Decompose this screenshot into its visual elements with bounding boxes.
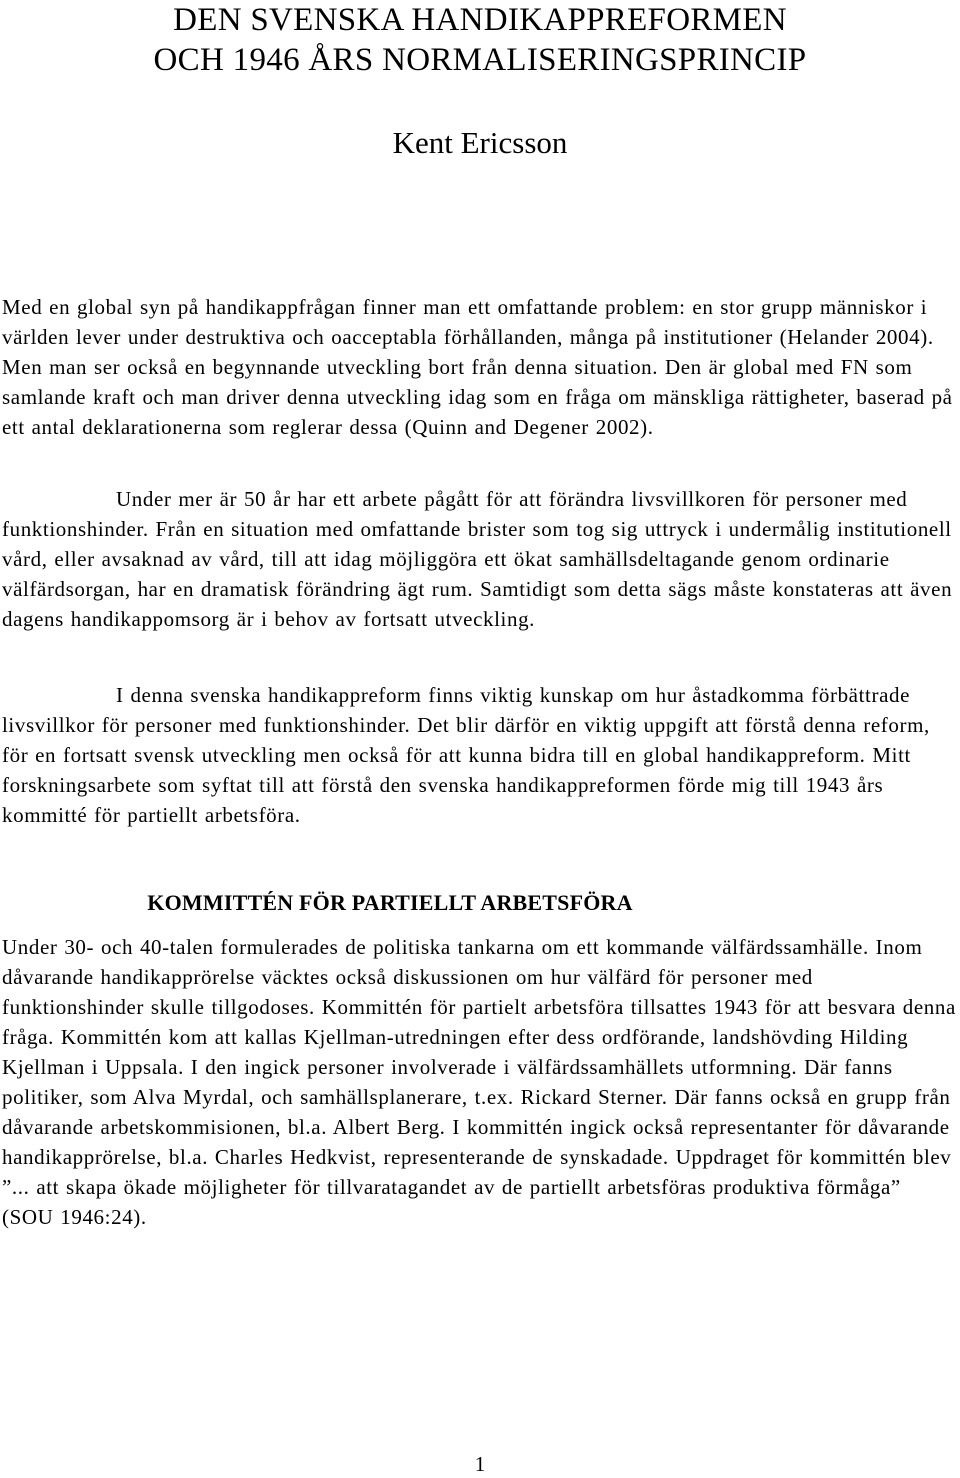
paragraph-committee: Under 30- och 40-talen formulerades de politiska tankarna om ett kommande välfärdssamhälle. Inom dåvarande handikapprörelse väcktes också diskussionen om hur välfärd för personer med funktionshinder skulle tillgodoses. Kommittén för partielt arbetsföra tillsattes 1943 för att besvara denna fråga. Kommittén kom att kallas Kjellman-utredningen efter dess ordförande, landshövding Hilding Kjellman i Uppsala. I den ingick personer involverade i välfärdssamhällets utformning. Där fanns politiker, som Alva Myrdal, och samhällsplanerare, t.ex. Rickard Sterner. Där fanns också en grupp från dåvarande arbetskommisionen, bl.a. Albert Berg. I kommittén ingick också representanter för dåvarande handikapprörelse, bl.a. Charles Hedkvist, representerande de synskadade. Uppdraget för kommittén blev ”... att skapa ökade möjligheter för tillvaratagandet av de partiellt arbetsföras produktiva förmåga” (SOU 1946:24).: [2, 935, 956, 1229]
paragraph-research-aim: I denna svenska handikappreform finns viktig kunskap om hur åstadkomma förbättrade livsvillkor för personer med funktionshinder. Det blir därför en viktig uppgift att förstå denna reform, för en fortsatt svensk utveckling men också för att kunna bidra till en global handikappreform. Mitt forskningsarbete som syftat till att förstå den svenska handikappreformen förde mig till 1943 års kommitté för partiellt arbetsföra.: [2, 683, 930, 827]
page-number: 1: [474, 1452, 486, 1476]
paragraph-intro: Med en global syn på handikappfrågan finner man ett omfattande problem: en stor grupp människor i världen lever under destruktiva och oacceptabla förhållanden, många på institutioner (Helander 2004). Men man ser också en begynnande utveckling bort från denna situation. Den är global med FN som samlande kraft och man driver denna utveckling idag som en fråga om mänskliga rättigheter, baserad på ett antal deklarationerna som reglerar dessa (Quinn and Degener 2002).: [2, 295, 953, 439]
paragraph-reform-history: Under mer är 50 år har ett arbete pågått för att förändra livsvillkoren för personer med funktionshinder. Från en situation med omfattande brister som tog sig uttryck i undermålig institutionell vård, eller avsaknad av vård, till att idag möjliggöra ett ökat samhällsdeltagande genom ordinarie välfärdsorgan, har en dramatisk förändring ägt rum. Samtidigt som detta sägs måste konstateras att även dagens handikappomsorg är i behov av fortsatt utveckling.: [2, 487, 953, 631]
title-line-2: OCH 1946 ÅRS NORMALISERINGSPRINCIP: [153, 42, 807, 78]
author-name: Kent Ericsson: [392, 125, 568, 160]
document-title: [0, 0, 960, 80]
section-heading: KOMMITTÉN FÖR PARTIELLT ARBETSFÖRA: [147, 890, 633, 915]
title-line-1: DEN SVENSKA HANDIKAPPREFORMEN: [173, 2, 787, 38]
